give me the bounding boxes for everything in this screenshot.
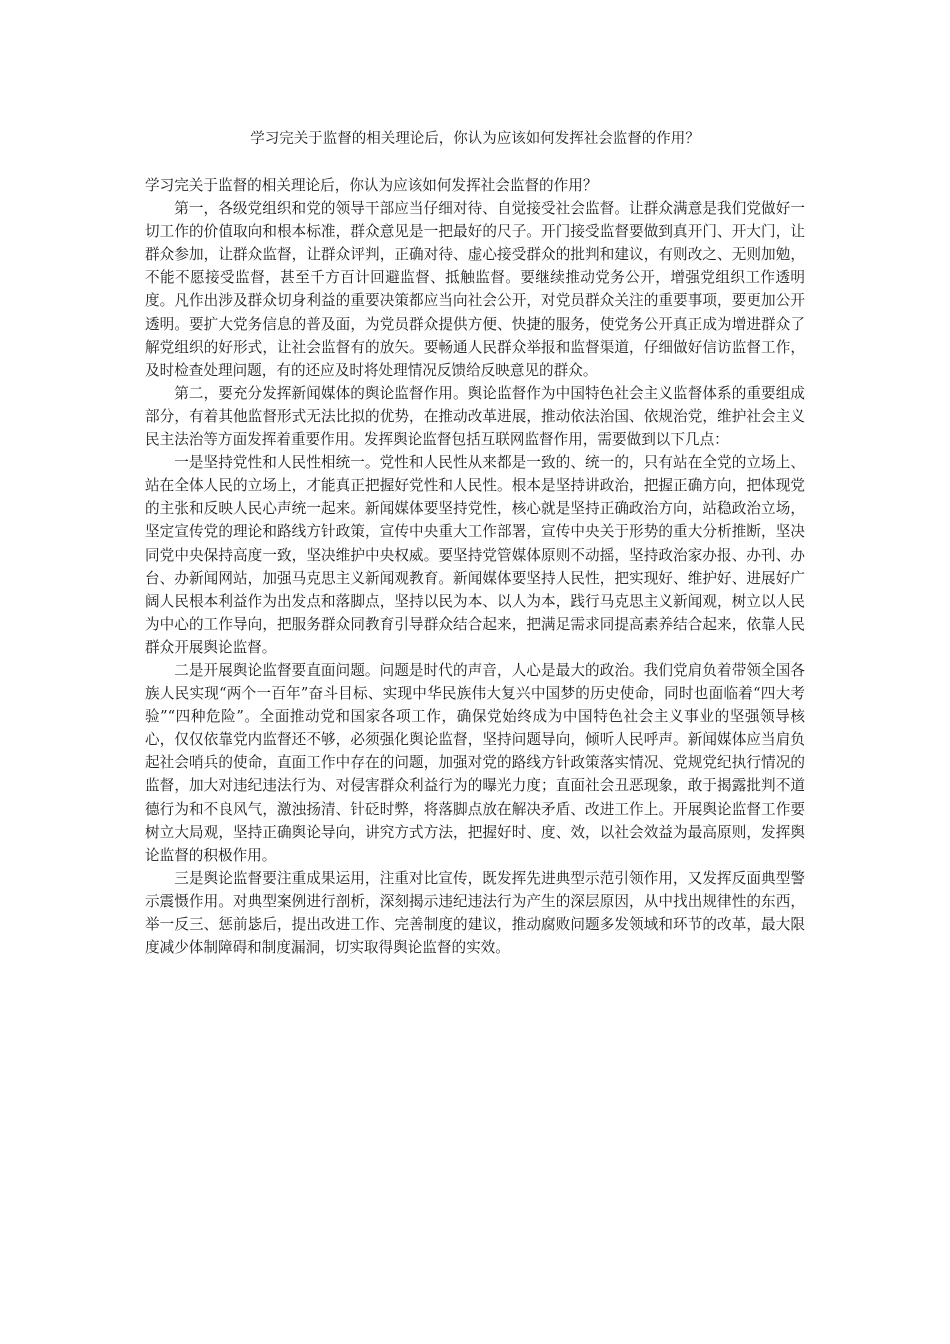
paragraph-second: 第二，要充分发挥新闻媒体的舆论监督作用。舆论监督作为中国特色社会主义监督体系的重要组成部分，有着其他监督形式无法比拟的优势，在推动改革进展，推动依法治国、依规治党，维护社会主义民主法治等方面发挥着重要作用。发挥舆论监督包括互联网监督作用，需要做到以下几点： [145,384,805,449]
document-title: 学习完关于监督的相关理论后，你认为应该如何发挥社会监督的作用？ [250,131,700,147]
paragraph-point-two: 二是开展舆论监督要直面问题。问题是时代的声音，人心是最大的政治。我们党肩负着带领全国各族人民实现“两个一百年”奋斗目标、实现中华民族伟大复兴中国梦的历史使命，同时也面临着“四大考验”“四种危险”。全面推动党和国家各项工作，确保党始终成为中国特色社会主义事业的坚强领导核心，仅仅依靠党内监督还不够，必须强化舆论监督，坚持问题导向，倾听人民呼声。新闻媒体应当肩负起社会哨兵的使命，直面工作中存在的问题，加强对党的路线方针政策落实情况、党规党纪执行情况的监督，加大对违纪违法行为、对侵害群众利益行为的曝光力度；直面社会丑恶现象，敢于揭露批判不道德行为和不良风气，激浊扬清、针砭时弊，将落脚点放在解决矛盾、改进工作上。开展舆论监督工作要树立大局观，坚持正确舆论导向，讲究方式方法，把握好时、度、效，以社会效益为最高原则，发挥舆论监督的积极作用。 [145,661,805,864]
document-body [145,174,805,959]
document-page [145,126,805,959]
question-line: 学习完关于监督的相关理论后，你认为应该如何发挥社会监督的作用？ [145,177,598,194]
paragraph-point-one: 一是坚持党性和人民性相统一。党性和人民性从来都是一致的、统一的，只有站在全党的立场上、站在全体人民的立场上，才能真正把握好党性和人民性。根本是坚持讲政治，把握正确方向，把体现党的主张和反映人民心声统一起来。新闻媒体要坚持党性，核心就是坚持正确政治方向，站稳政治立场，坚定宣传党的理论和路线方针政策，宣传中央重大工作部署，宣传中央关于形势的重大分析推断，坚决同党中央保持高度一致，坚决维护中央权威。要坚持党管媒体原则不动摇，坚持政治家办报、办刊、办台、办新闻网站，加强马克思主义新闻观教育。新闻媒体要坚持人民性，把实现好、维护好、进展好广阔人民根本利益作为出发点和落脚点，坚持以民为本、以人为本，践行马克思主义新闻观，树立以人民为中心的工作导向，把服务群众同教育引导群众结合起来，把满足需求同提高素养结合起来，依靠人民群众开展舆论监督。 [145,454,805,656]
paragraph-first: 第一，各级党组织和党的领导干部应当仔细对待、自觉接受社会监督。让群众满意是我们党做好一切工作的价值取向和根本标准，群众意见是一把最好的尺子。开门接受监督要做到真开门、开大门，让群众参加，让群众监督，让群众评判，正确对待、虚心接受群众的批判和建议，有则改之、无则加勉，不能不愿接受监督，甚至千方百计回避监督、抵触监督。要继续推动党务公开，增强党组织工作透明度。凡作出涉及群众切身利益的重要决策都应当向社会公开，对党员群众关注的重要事项，要更加公开透明。要扩大党务信息的普及面，为党员群众提供方便、快捷的服务，使党务公开真正成为增进群众了解党组织的好形式，让社会监督有的放矢。要畅通人民群众举报和监督渠道，仔细做好信访监督工作，及时检查处理问题，有的还应及时将处理情况反馈给反映意见的群众。 [145,200,805,379]
paragraph-point-three: 三是舆论监督要注重成果运用，注重对比宣传，既发挥先进典型示范引领作用，又发挥反面典型警示震慑作用。对典型案例进行剖析，深刻揭示违纪违法行为产生的深层原因，从中找出规律性的东西，举一反三、惩前毖后，提出改进工作、完善制度的建议，推动腐败问题多发领域和环节的改革，最大限度减少体制障碍和制度漏洞，切实取得舆论监督的实效。 [145,869,805,957]
